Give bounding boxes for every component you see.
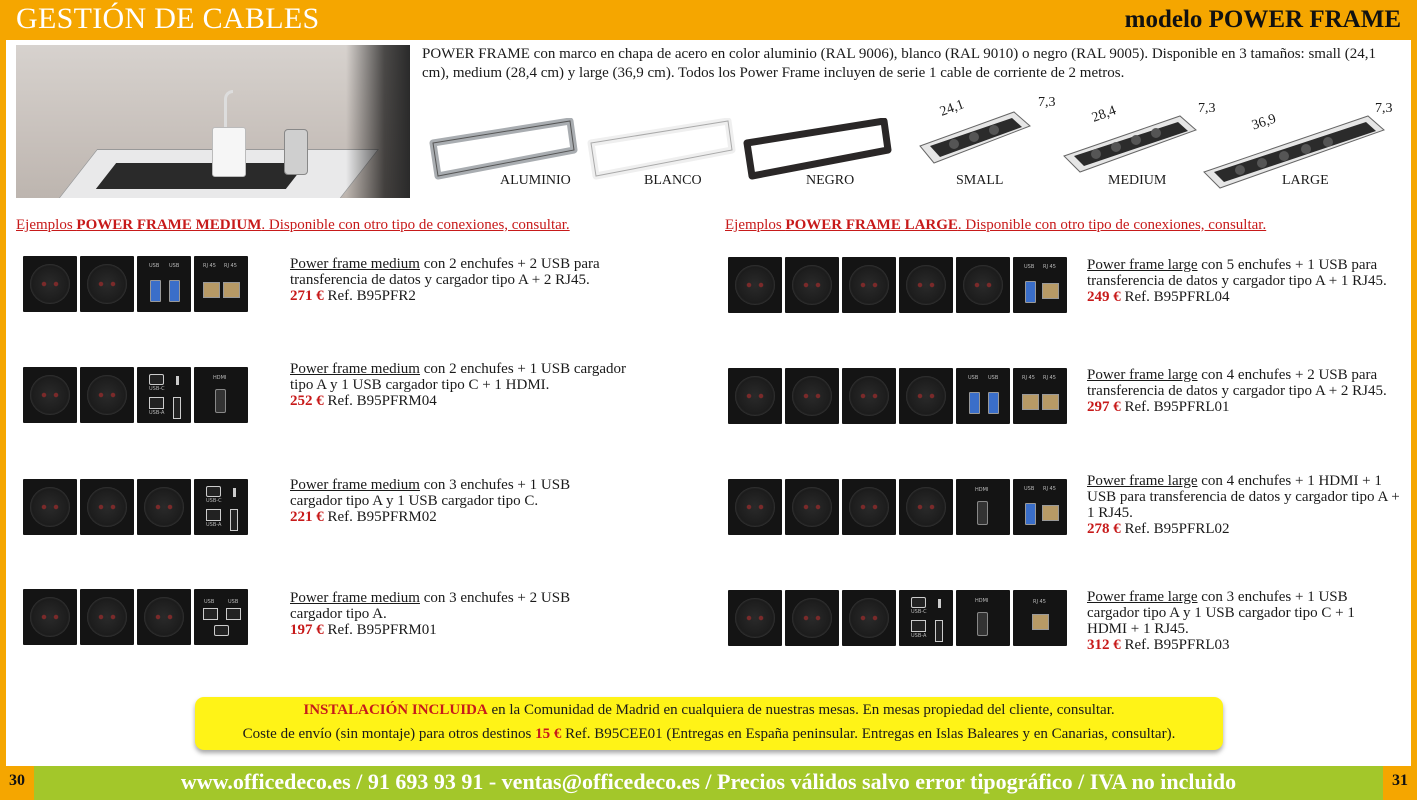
socket-module [728,368,782,424]
size-large-label: LARGE [1282,173,1329,188]
installation-highlight: INSTALACIÓN INCLUIDA [303,702,488,718]
shipping-line [195,722,1223,746]
product-description [1087,367,1397,415]
usb-label: USB [1024,486,1035,492]
socket-module [80,256,134,312]
socket-module [728,590,782,646]
product-price: 252 € [290,393,324,409]
usb-c-slot-icon [938,599,941,608]
rj45-label: RJ 45 [224,263,237,269]
usb-charger-module [137,367,191,423]
usb-port-icon [169,280,180,302]
socket-module [137,589,191,645]
product-description [1087,589,1382,653]
usb-port-icon [150,280,161,302]
installation-line [195,698,1223,722]
socket-module [80,367,134,423]
usb-c-port-icon [206,486,221,497]
hdmi-module [194,367,248,423]
rj45-label: RJ 45 [1043,264,1056,270]
rj45-label: RJ 45 [1022,375,1035,381]
rj45-port-icon [1042,505,1059,521]
socket-module [899,368,953,424]
socket-module [23,256,77,312]
socket-module [728,257,782,313]
product-name: Power frame large [1087,589,1198,605]
hdmi-label: HDMI [213,375,227,381]
usb-charger-module [194,479,248,535]
socket-module [785,590,839,646]
product-ref: Ref. B95PFRM04 [323,393,437,409]
product-price: 297 € [1087,399,1121,415]
size-small-image [916,108,1036,168]
installation-info-box [195,697,1223,750]
intro-text: POWER FRAME con marco en chapa de acero en color aluminio (RAL 9006), blanco (RAL 9010) o negro (RAL 9005). Disponible en 3 tamaños: small (24,1 cm), medium (28,4 cm) y large (36,9 cm). Todos los Power Frame incluyen de serie 1 cable de corriente de 2 metros. [422,46,1376,81]
product-text: con 4 enchufes + 1 HDMI + 1 USB para transferencia de datos y cargador tipo A + 1 RJ45. [1087,473,1400,521]
shipping-text-pre: Coste de envío (sin montaje) para otros destinos [242,726,536,742]
usb-a-slot-icon [230,509,238,531]
shipping-text-post: Ref. B95CEE01 (Entregas en España peninsular. Entregas en Islas Baleares y en Canarias, consultar). [561,726,1176,742]
socket-module [23,367,77,423]
usb-port-icon [969,392,980,414]
charger-plug [212,127,246,177]
product-image [728,479,1067,535]
rj45-port-icon [1022,394,1039,410]
frame-blanco-label: BLANCO [644,173,702,188]
frame-aluminio-label: ALUMINIO [500,173,571,188]
product-text: con 2 enchufes + 1 USB cargador tipo A y 1 USB cargador tipo C + 1 HDMI. [290,361,627,393]
page-header [0,0,1417,40]
product-ref: Ref. B95PFRL01 [1120,399,1230,415]
usb-a-port-icon [911,620,926,632]
rj45-port-icon [1032,614,1049,630]
frame-negro-image [742,118,892,180]
product-price: 312 € [1087,637,1121,653]
photo-shadow [346,45,410,198]
product-price: 197 € [290,622,324,638]
product-image [23,589,248,645]
product-text: con 3 enchufes + 1 USB cargador tipo A y 1 USB cargador tipo C. [290,477,571,509]
product-image [23,367,248,423]
socket-module [899,257,953,313]
footer-contact: www.officedeco.es / 91 693 93 91 - ventas@officedeco.es / Precios válidos salvo error tipográfico / IVA no incluido [180,769,1237,794]
right-border [1411,40,1417,770]
usb-a-slot-icon [935,620,943,642]
usb-c-slot-icon [233,488,236,497]
size-large-width: 7,3 [1375,101,1393,116]
product-description [290,256,635,304]
page-number-right: 31 [1383,766,1417,800]
usb-a-label: USB-A [149,410,165,416]
product-price: 221 € [290,509,324,525]
product-ref: Ref. B95PFRL03 [1120,637,1230,653]
medium-heading-bold: POWER FRAME MEDIUM [76,217,262,233]
size-medium-image [1060,112,1200,176]
size-medium-width: 7,3 [1198,101,1216,116]
page-footer [0,766,1417,800]
usb-label: USB [968,375,979,381]
product-text: con 4 enchufes + 2 USB para transferencia de datos y cargador tipo A + 2 RJ45. [1087,367,1387,399]
usb-c-label: USB-C [206,498,222,504]
socket-module [137,479,191,535]
usb-a-port-icon [206,509,221,521]
product-text: con 5 enchufes + 1 USB para transferencia de datos y cargador tipo A + 1 RJ45. [1087,257,1387,289]
socket-module [23,479,77,535]
rj45-port-icon [223,282,240,298]
usb-label: USB [149,263,160,269]
usb-c-slot-icon [176,376,179,385]
socket-module [728,479,782,535]
usb-charger-module [899,590,953,646]
product-description [290,477,620,525]
product-ref: Ref. B95PFRM01 [323,622,437,638]
usb-adapter [284,129,308,175]
rj45-label: RJ 45 [203,263,216,269]
usb-a-port-icon [226,608,241,620]
product-name: Power frame large [1087,367,1198,383]
product-description [290,361,640,409]
rj45-port-icon [1042,394,1059,410]
large-section-title [725,217,1266,234]
frame-aluminio-image [428,118,578,180]
socket-module [956,257,1010,313]
size-small-length: 24,1 [938,97,967,120]
usb-label: USB [1024,264,1035,270]
product-name: Power frame large [1087,473,1198,489]
usb-port-icon [1025,503,1036,525]
socket-module [842,257,896,313]
product-description [290,590,620,638]
usb-a-slot-icon [173,397,181,419]
product-price: 249 € [1087,289,1121,305]
product-image [23,256,248,312]
usb-icon [214,625,229,636]
medium-heading-post: . Disponible con otro tipo de conexiones, consultar. [261,217,570,233]
medium-heading-pre: Ejemplos [16,217,77,233]
product-price: 271 € [290,288,324,304]
power-frame-sockets [96,163,306,189]
socket-module [899,479,953,535]
rj45-module [1013,590,1067,646]
usb-rj45-module [1013,479,1067,535]
product-image [728,368,1067,424]
product-name: Power frame large [1087,257,1198,273]
frame-negro-label: NEGRO [806,173,855,188]
usb-module [137,256,191,312]
hdmi-port-icon [215,389,226,413]
rj45-port-icon [203,282,220,298]
size-large-length: 36,9 [1250,111,1279,134]
size-small-label: SMALL [956,173,1004,188]
usb-label: USB [169,263,180,269]
size-small-width: 7,3 [1038,95,1056,110]
rj45-label: RJ 45 [1033,599,1046,605]
product-image [23,479,248,535]
usb-a-label: USB-A [911,633,927,639]
page-number-left: 30 [0,766,34,800]
usb-a-label: USB-A [206,522,222,528]
large-heading-bold: POWER FRAME LARGE [785,217,958,233]
usb-label: USB [204,599,215,605]
socket-module [785,368,839,424]
product-image [728,257,1067,313]
socket-module [842,479,896,535]
shipping-price: 15 € [535,726,562,742]
product-name: Power frame medium [290,477,420,493]
usb-c-port-icon [911,597,926,608]
socket-module [80,479,134,535]
product-text: con 2 enchufes + 2 USB para transferencia de datos y cargador tipo A + 2 RJ45. [290,256,600,288]
rj45-module [194,256,248,312]
product-description [1087,473,1402,537]
usb-c-port-icon [149,374,164,385]
usb-a-port-icon [149,397,164,409]
product-ref: Ref. B95PFR2 [323,288,416,304]
usb-port-icon [1025,281,1036,303]
product-text: con 3 enchufes + 1 USB cargador tipo A y 1 USB cargador tipo C + 1 HDMI + 1 RJ45. [1087,589,1355,637]
usb-module [956,368,1010,424]
hero-photo [16,45,410,198]
page-title: GESTIÓN DE CABLES [16,2,320,35]
usb-label: USB [988,375,999,381]
socket-module [785,257,839,313]
socket-module [80,589,134,645]
socket-module [23,589,77,645]
product-image [728,590,1067,646]
rj45-label: RJ 45 [1043,375,1056,381]
medium-section-title [16,217,570,234]
product-ref: Ref. B95PFRL04 [1120,289,1230,305]
rj45-port-icon [1042,283,1059,299]
hdmi-label: HDMI [975,598,989,604]
left-border [0,40,6,770]
usb-a-port-icon [203,608,218,620]
rj45-label: RJ 45 [1043,486,1056,492]
socket-module [842,368,896,424]
product-description [1087,257,1397,305]
size-medium-length: 28,4 [1090,103,1119,126]
product-price: 278 € [1087,521,1121,537]
model-title: modelo POWER FRAME [1124,6,1401,33]
product-name: Power frame medium [290,361,420,377]
usb-rj45-module [1013,257,1067,313]
installation-text: en la Comunidad de Madrid en cualquiera de nuestras mesas. En mesas propiedad del cliente, consultar. [487,702,1115,718]
usb-charger-module [194,589,248,645]
hdmi-port-icon [977,612,988,636]
large-heading-pre: Ejemplos [725,217,786,233]
socket-module [842,590,896,646]
product-name: Power frame medium [290,256,420,272]
product-text: con 3 enchufes + 2 USB cargador tipo A. [290,590,571,622]
frame-blanco-image [586,118,736,180]
rj45-module [1013,368,1067,424]
large-heading-post: . Disponible con otro tipo de conexiones, consultar. [957,217,1267,233]
usb-label: USB [228,599,239,605]
hdmi-module [956,479,1010,535]
usb-c-label: USB-C [149,386,165,392]
hdmi-label: HDMI [975,487,989,493]
size-medium-label: MEDIUM [1108,173,1167,188]
product-name: Power frame medium [290,590,420,606]
usb-port-icon [988,392,999,414]
product-ref: Ref. B95PFRL02 [1120,521,1230,537]
product-ref: Ref. B95PFRM02 [323,509,437,525]
socket-module [785,479,839,535]
usb-c-label: USB-C [911,609,927,615]
hdmi-port-icon [977,501,988,525]
hdmi-module [956,590,1010,646]
